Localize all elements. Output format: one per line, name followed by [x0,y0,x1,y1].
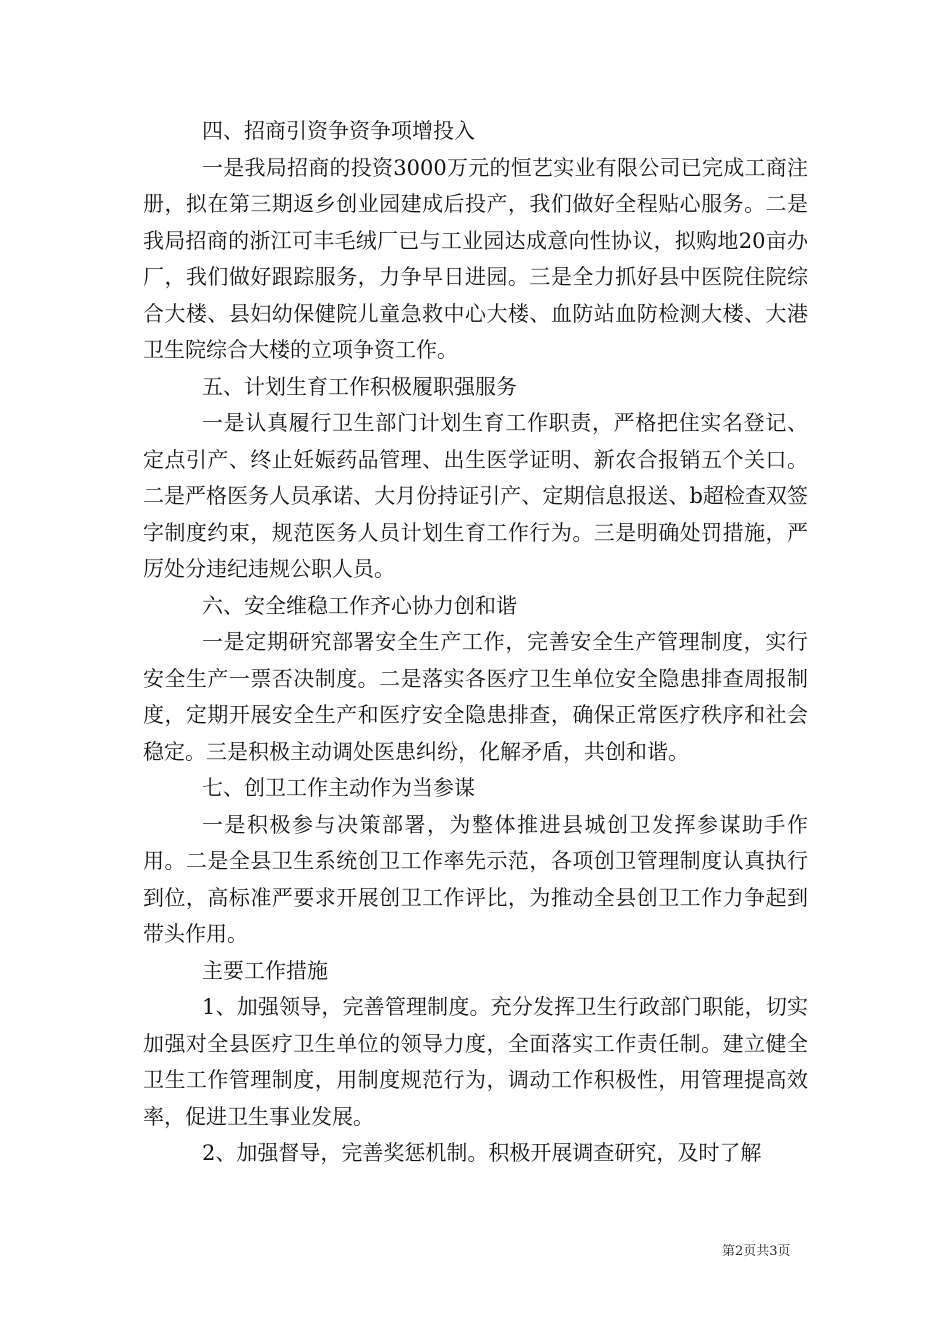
section-heading-investment: 四、招商引资争资争项增投入 [202,119,475,143]
document-body [143,113,808,1172]
paragraph-safety: 一是定期研究部署安全生产工作，完善安全生产管理制度，实行安全生产一票否决制度。二是落实各医疗卫生单位安全隐患排查周报制度，定期开展安全生产和医疗安全隐患排查，确保正常医疗秩序和社会稳定。三是积极主动调处医患纠纷，化解矛盾，共创和谐。 [143,630,808,764]
section-heading-measures: 主要工作措施 [202,958,328,983]
paragraph-family-planning: 一是认真履行卫生部门计划生育工作职责，严格把住实名登记、定点引产、终止妊娠药品管理、出生医学证明、新农合报销五个关口。二是严格医务人员承诺、大月份持证引产、定期信息报送、b超检查双签字制度约束，规范医务人员计划生育工作行为。三是明确处罚措施，严厉处分违纪违规公职人员。 [143,411,808,581]
section-heading-safety: 六、安全维稳工作齐心协力创和谐 [202,593,517,618]
paragraph-sanitation: 一是积极参与决策部署，为整体推进县城创卫发挥参谋助手作用。二是全县卫生系统创卫工作率先示范，各项创卫管理制度认真执行到位，高标准严要求开展创卫工作评比，为推动全县创卫工作力争起到带头作用。 [143,812,808,946]
paragraph-investment: 一是我局招商的投资3000万元的恒艺实业有限公司已完成工商注册，拟在第三期返乡创业园建成后投产，我们做好全程贴心服务。二是我局招商的浙江可丰毛绒厂已与工业园达成意向性协议，拟购地20亩办厂，我们做好跟踪服务，力争早日进园。三是全力抓好县中医院住院综合大楼、县妇幼保健院儿童急救中心大楼、血防站血防检测大楼、大港卫生院综合大楼的立项争资工作。 [143,155,808,362]
section-heading-sanitation: 七、创卫工作主动作为当参谋 [202,776,475,800]
page-number-footer: 第2页共3页 [722,1244,791,1259]
paragraph-measure-1: 1、加强领导，完善管理制度。充分发挥卫生行政部门职能，切实加强对全县医疗卫生单位的领导力度，全面落实工作责任制。建立健全卫生工作管理制度，用制度规范行为，调动工作积极性，用管理提高效率，促进卫生事业发展。 [143,995,808,1129]
section-heading-family-planning: 五、计划生育工作积极履职强服务 [202,374,517,399]
paragraph-measure-2: 2、加强督导，完善奖惩机制。积极开展调查研究，及时了解 [202,1141,762,1165]
